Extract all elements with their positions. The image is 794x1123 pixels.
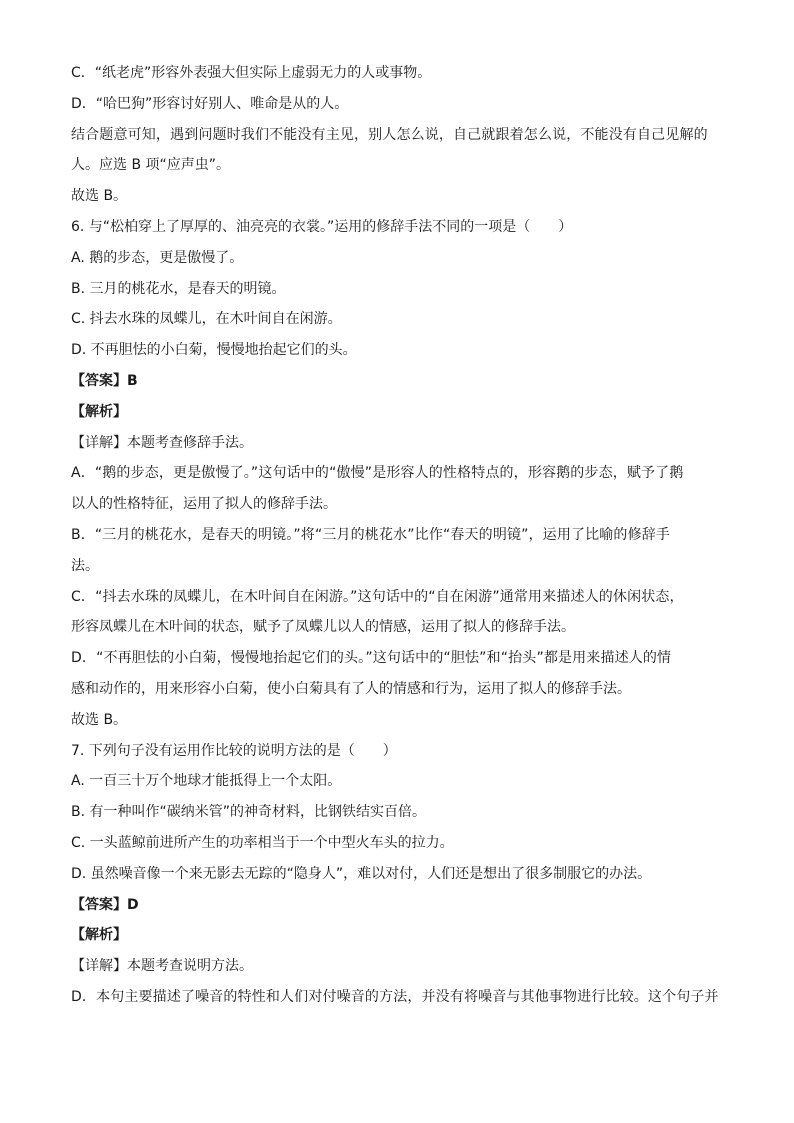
paragraph-line: A．“鹅的步态，更是傲慢了。”这句话中的“傲慢”是形容人的性格特点的，形容鹅的步态，赋予了鹅	[71, 465, 684, 482]
paragraph-line: C．“抖去水珠的凤蝶儿，在木叶间自在闲游。”这句话中的“自在闲游”通常用来描述人的休闲状态，	[71, 588, 684, 605]
option-line: B. 有一种叫作“碳纳米管”的神奇材料，比钢铁结实百倍。	[71, 804, 427, 821]
paragraph-line: 结合题意可知，遇到问题时我们不能没有主见，别人怎么说，自己就跟着怎么说，不能没有自己见解的	[71, 126, 708, 143]
paragraph-line: D．“不再胆怯的小白菊，慢慢地抬起它们的头。”这句话中的“胆怯”和“抬头”都是用来描述人的情	[71, 650, 672, 667]
paragraph-line: 以人的性格特征，运用了拟人的修辞手法。	[71, 496, 337, 513]
paragraph-line: D．“哈巴狗”形容讨好别人、唯命是从的人。	[71, 95, 349, 112]
paragraph-line: C．“纸老虎”形容外表强大但实际上虚弱无力的人或事物。	[71, 65, 432, 81]
analysis-heading: 【解析】	[71, 927, 127, 944]
option-line: D. 虽然噪音像一个来无影去无踪的“隐身人”，难以对付，人们还是想出了很多制服它的办法。	[71, 865, 652, 882]
detail-line: 【详解】本题考查修辞手法。	[71, 434, 253, 451]
answer-line: 【答案】B	[71, 372, 138, 389]
question-line: 7. 下列句子没有运用作比较的说明方法的是（ ）	[71, 742, 397, 759]
analysis-heading: 【解析】	[71, 403, 127, 420]
option-line: A. 一百三十万个地球才能抵得上一个太阳。	[71, 773, 342, 790]
option-line: A. 鹅的步态，更是傲慢了。	[71, 249, 244, 266]
paragraph-line: 形容凤蝶儿在木叶间的状态，赋予了凤蝶儿以人的情感，运用了拟人的修辞手法。	[71, 619, 575, 636]
paragraph-line: 法。	[71, 557, 99, 574]
detail-line: 【详解】本题考查说明方法。	[71, 958, 253, 975]
answer-line: 【答案】D	[71, 896, 139, 913]
question-line: 6. 与“松柏穿上了厚厚的、油亮亮的衣裳。”运用的修辞手法不同的一项是（ ）	[71, 218, 573, 235]
paragraph-line: 故选 B。	[71, 188, 128, 205]
paragraph-line: 人。应选 B 项“应声虫”。	[71, 157, 231, 174]
paragraph-line: B．“三月的桃花水，是春天的明镜。”将“三月的桃花水”比作“春天的明镜”，运用了比喻的修辞手	[71, 526, 671, 543]
paragraph-line: 故选 B。	[71, 711, 128, 728]
option-line: C. 抖去水珠的凤蝶儿，在木叶间自在闲游。	[71, 311, 342, 328]
option-line: C. 一头蓝鲸前进所产生的功率相当于一个中型火车头的拉力。	[71, 834, 454, 851]
paragraph-line: 感和动作的，用来形容小白菊，使小白菊具有了人的情感和行为，运用了拟人的修辞手法。	[71, 680, 631, 697]
option-line: B. 三月的桃花水，是春天的明镜。	[71, 280, 286, 297]
option-line: D. 不再胆怯的小白菊，慢慢地抬起它们的头。	[71, 342, 357, 359]
paragraph-line: D．本句主要描述了噪音的特性和人们对付噪音的方法，并没有将噪音与其他事物进行比较。这个句子并	[71, 988, 719, 1005]
